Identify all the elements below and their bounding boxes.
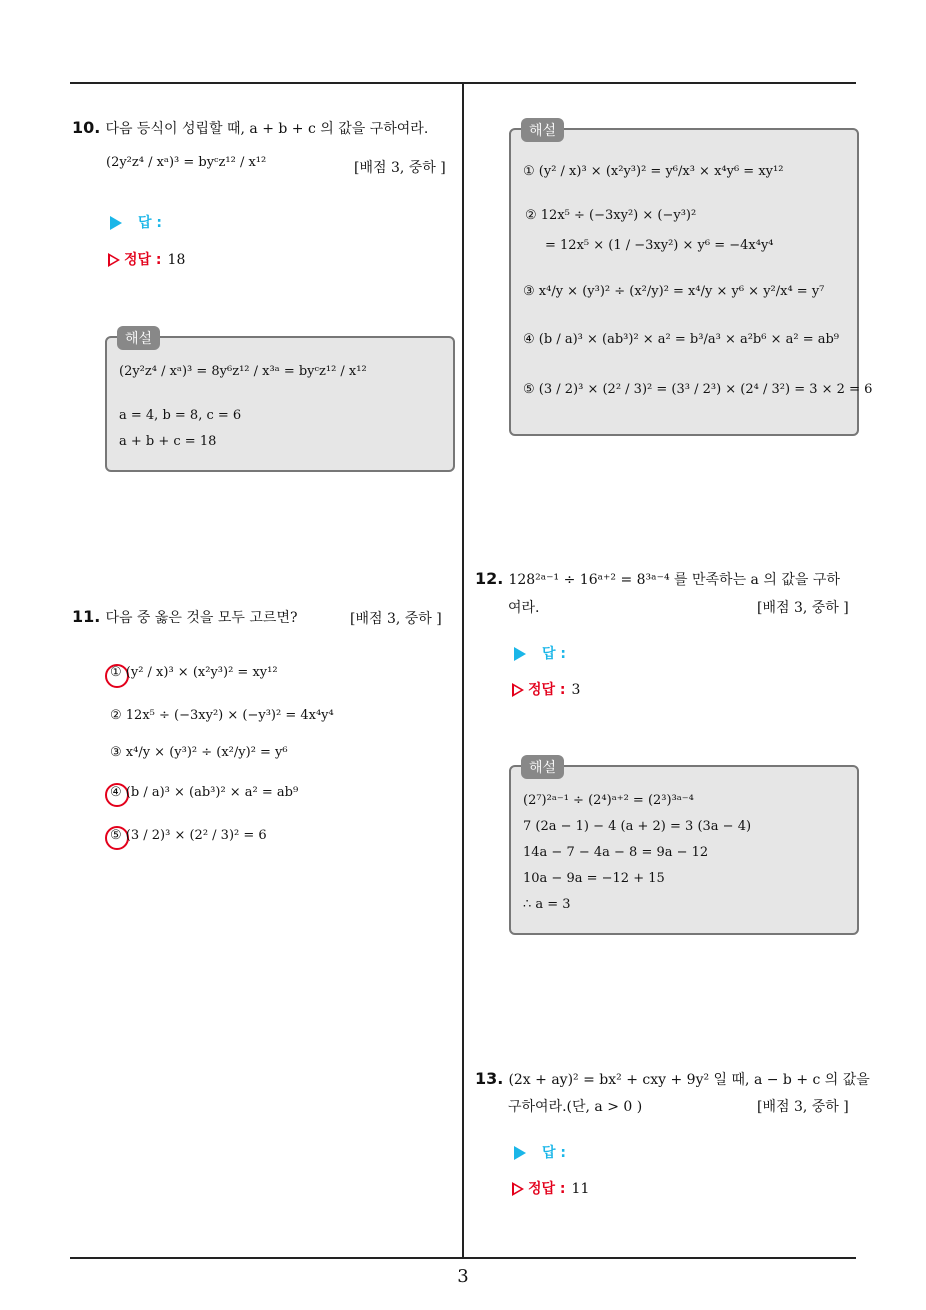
q11-option-5[interactable]: ⑤ (3 / 2)³ × (2² / 3)² = 6	[110, 828, 267, 843]
column-divider	[462, 84, 464, 1259]
q13-text: (2x + ay)² = bx² + cxy + 9y² 일 때, a − b + c 의 값을	[508, 1072, 870, 1088]
q13-text-cont: 구하여라.(단, a > 0 )	[508, 1099, 643, 1115]
q12-meta: [배점 3, 중하 ]	[757, 600, 849, 616]
q12-sol-line: 10a − 9a = −12 + 15	[523, 871, 665, 886]
q11-header	[72, 607, 297, 627]
q13-header	[475, 1069, 870, 1089]
q12-sol-line: 7 (2a − 1) − 4 (a + 2) = 3 (3a − 4)	[523, 819, 752, 834]
q13-answer[interactable]	[514, 1142, 566, 1162]
play-icon	[514, 647, 526, 661]
q13-number: 13.	[475, 1069, 504, 1088]
q11-text: 다음 중 옳은 것을 모두 고르면?	[105, 610, 298, 626]
q11-solution-box	[509, 123, 873, 436]
q10-correct	[108, 249, 185, 269]
q11-sol-line: ① (y² / x)³ × (x²y³)² = y⁶/x³ × x⁴y⁶ = xy¹²	[523, 164, 784, 179]
solution-tag: 해설	[117, 326, 160, 350]
correct-value: 18	[167, 252, 186, 268]
q11-number: 11.	[72, 607, 101, 626]
q10-sol-line: a + b + c = 18	[119, 434, 217, 449]
outline-triangle-icon	[512, 1182, 524, 1196]
q10-sol-line: (2y²z⁴ / xᵃ)³ = 8y⁶z¹² / x³ᵃ = byᶜz¹² / x¹²	[119, 364, 367, 379]
q13-meta: [배점 3, 중하 ]	[757, 1099, 849, 1115]
q10-answer[interactable]	[110, 212, 162, 232]
answer-label: 답 :	[138, 215, 162, 231]
q12-number: 12.	[475, 569, 504, 588]
play-icon	[110, 216, 122, 230]
q10-equation: (2y²z⁴ / xᵃ)³ = byᶜz¹² / x¹²	[106, 155, 267, 170]
q11-option-2[interactable]: ② 12x⁵ ÷ (−3xy²) × (−y³)² = 4x⁴y⁴	[110, 708, 334, 723]
q10-header	[72, 118, 428, 138]
q12-sol-line: 14a − 7 − 4a − 8 = 9a − 12	[523, 845, 709, 860]
q11-option-4[interactable]: ④ (b / a)³ × (ab³)² × a² = ab⁹	[110, 785, 299, 800]
q11-sol-line: = 12x⁵ × (1 / −3xy²) × y⁶ = −4x⁴y⁴	[545, 238, 774, 253]
q10-solution-box	[105, 331, 455, 472]
correct-value: 11	[571, 1181, 590, 1197]
play-icon	[514, 1146, 526, 1160]
q11-sol-line: ⑤ (3 / 2)³ × (2² / 3)² = (3³ / 2³) × (2⁴ / 3²) = 3 × 2 = 6	[523, 382, 873, 397]
q11-option-1[interactable]: ① (y² / x)³ × (x²y³)² = xy¹²	[110, 665, 278, 680]
q12-text-cont: 여라.	[508, 600, 540, 616]
q11-sol-line: ③ x⁴/y × (y³)² ÷ (x²/y)² = x⁴/y × y⁶ × y²/x⁴ = y⁷	[523, 284, 825, 299]
q12-header	[475, 569, 840, 589]
q12-sol-line: ∴ a = 3	[523, 897, 571, 912]
q12-text: 128²ᵃ⁻¹ ÷ 16ᵃ⁺² = 8³ᵃ⁻⁴ 를 만족하는 a 의 값을 구하	[508, 572, 840, 588]
outline-triangle-icon	[108, 253, 120, 267]
answer-label: 답 :	[542, 646, 566, 662]
q11-sol-line: ④ (b / a)³ × (ab³)² × a² = b³/a³ × a²b⁶ × a² = ab⁹	[523, 332, 840, 347]
bottom-rule	[70, 1257, 856, 1259]
q11-sol-line: ② 12x⁵ ÷ (−3xy²) × (−y³)²	[525, 208, 697, 223]
q13-correct	[512, 1178, 589, 1198]
q10-number: 10.	[72, 118, 101, 137]
q12-sol-line: (2⁷)²ᵃ⁻¹ ÷ (2⁴)ᵃ⁺² = (2³)³ᵃ⁻⁴	[523, 793, 694, 808]
outline-triangle-icon	[512, 683, 524, 697]
correct-label: 정답 :	[528, 1181, 566, 1197]
solution-tag: 해설	[521, 118, 564, 142]
q10-text: 다음 등식이 성립할 때, a + b + c 의 값을 구하여라.	[105, 121, 429, 137]
q12-answer[interactable]	[514, 643, 566, 663]
q11-option-3[interactable]: ③ x⁴/y × (y³)² ÷ (x²/y)² = y⁶	[110, 745, 288, 760]
q11-meta: [배점 3, 중하 ]	[350, 611, 442, 627]
correct-label: 정답 :	[528, 682, 566, 698]
q12-correct	[512, 679, 580, 699]
q10-meta: [배점 3, 중하 ]	[354, 160, 446, 176]
answer-label: 답 :	[542, 1145, 566, 1161]
solution-tag: 해설	[521, 755, 564, 779]
q12-solution-box	[509, 760, 859, 935]
correct-label: 정답 :	[124, 252, 162, 268]
correct-value: 3	[571, 682, 581, 698]
q10-sol-line: a = 4, b = 8, c = 6	[119, 408, 242, 423]
page-number: 3	[457, 1266, 469, 1287]
